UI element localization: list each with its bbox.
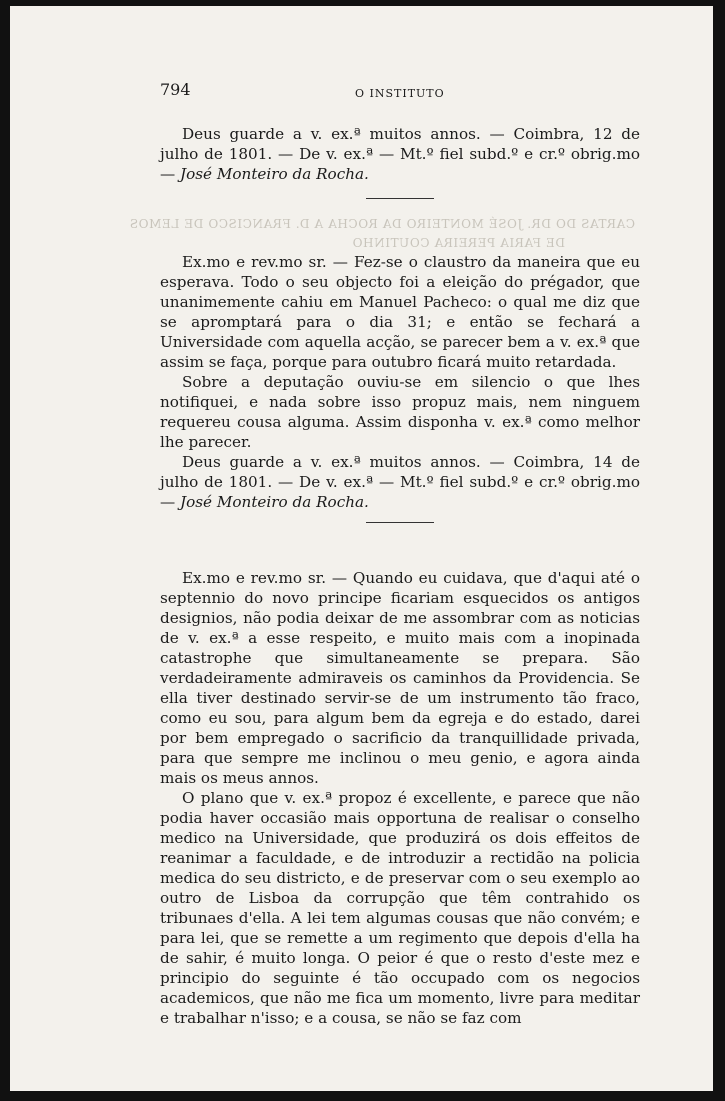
letter-paragraph: Ex.mo e rev.mo sr. — Quando eu cuidava, que d'aqui até o septennio do novo principe ficariam esquecidos os antigos designios, não podia deixar de me assombrar com as noticias de v. ex.ª a esse respeito, e muito mais com a inopinada catastrophe que simultaneamente se prepara. São verdadeiramente admiraveis os caminhos da Providencia. Se ella tiver destinado servir-se de um instrumento tão fraco, como eu sou, para algum bem da egreja e do estado, darei por bem empregado o sacrificio da tranquillidade privada, para que sempre me inclinou o meu genio, e agora ainda mais os meus annos. [160, 569, 640, 787]
letter-2 [160, 252, 640, 512]
signature: José Monteiro da Rocha. [180, 165, 369, 183]
bleed-through-line-2: DE FARIA PEREIRA COUTINHO [352, 236, 565, 250]
signature: José Monteiro da Rocha. [180, 493, 369, 511]
book-page [10, 6, 713, 1091]
letter-closing-1 [160, 124, 640, 184]
page-header [160, 76, 640, 104]
running-title: O INSTITUTO [355, 87, 445, 100]
letter-paragraph: Sobre a deputação ouviu-se em silencio o que lhes notifiquei, e nada sobre isso propuz mais, nem ninguem requereu cousa alguma. Assim disponha v. ex.ª como melhor lhe parecer. [160, 373, 640, 451]
bleed-through-line-1: CARTAS DO DR. JOSÉ MONTEIRO DA ROCHA A D. FRANCISCO DE LEMOS [129, 217, 635, 231]
section-divider [366, 522, 434, 523]
letter-closing: Deus guarde a v. ex.ª muitos annos. — Coimbra, 14 de julho de 1801. — De v. ex.ª — Mt.º fiel subd.º e cr.º obrig.mo — José Monteiro da Rocha. [160, 453, 640, 511]
letter-paragraph: Ex.mo e rev.mo sr. — Fez-se o claustro da maneira que eu esperava. Todo o seu objecto foi a eleição do prégador, que unanimemente cahiu em Manuel Pacheco: o qual me diz que se apromptará para o dia 31; e então se fechará a Universidade com aquella acção, se parecer bem a v. ex.ª que assim se faça, porque para outubro ficará muito retardada. [160, 253, 640, 371]
page-body [129, 76, 640, 1028]
closing-text: Deus guarde a v. ex.ª muitos annos. — Coimbra, 12 de julho de 1801. — De v. ex.ª — Mt.º fiel subd.º e cr.º obrig.mo — José Monteiro da Rocha. [160, 125, 640, 183]
letter-paragraph: O plano que v. ex.ª propoz é excellente, e parece que não podia haver occasião mais opportuna de realisar o conselho medico na Universidade, que produzirá os dois effeitos de reanimar a faculdade, e de introduzir a rectidão na policia medica do seu districto, e de preservar com o seu exemplo ao outro de Lisboa da corrupção que têm contrahido os tribunaes d'ella. A lei tem algumas cousas que não convém; e para lei, que se remette a um regimento que depois d'ella ha de sahir, é muito longa. O peior é que o resto d'este mez e principio do seguinte é tão occupado com os negocios academicos, que não me fica um momento, livre para meditar e trabalhar n'isso; e a cousa, se não se faz com [160, 789, 640, 1027]
letter-3 [160, 568, 640, 1028]
section-divider [366, 198, 434, 199]
page-number: 794 [160, 80, 191, 99]
